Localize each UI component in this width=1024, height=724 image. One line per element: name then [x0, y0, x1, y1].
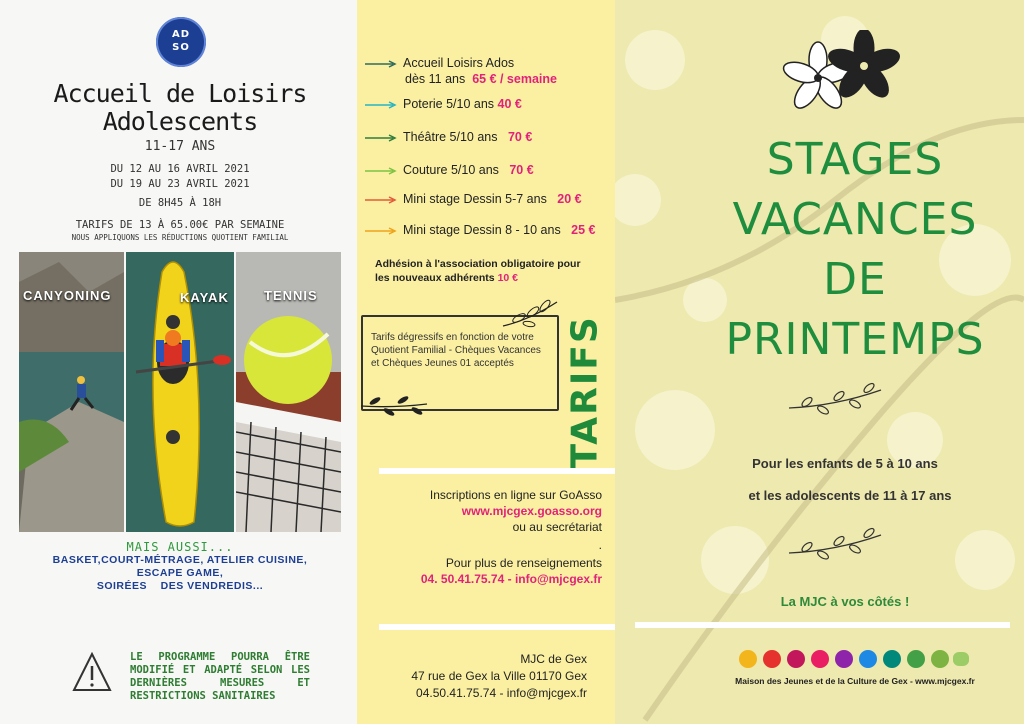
price-label2-ados: dès 11 ans — [405, 72, 466, 86]
price-row-ados — [365, 56, 557, 86]
arrow-icon — [365, 196, 397, 204]
renseignements-text: Pour plus de renseignements — [445, 556, 602, 570]
activity-icon — [931, 650, 949, 668]
title-line: VACANCES — [732, 194, 978, 245]
activity-icon — [835, 650, 853, 668]
arrow-icon — [365, 134, 397, 142]
arrow-icon — [365, 60, 397, 68]
adhesion-line2: les nouveaux adhérents — [375, 272, 495, 284]
price-value-theatre: 70 € — [507, 130, 533, 144]
kayak-photo — [126, 252, 234, 532]
flower-icon — [780, 30, 900, 120]
price-value-ados: 65 € / semaine — [472, 72, 557, 86]
extras-line2: ESCAPE GAME, — [136, 567, 224, 579]
arrow-icon — [365, 167, 397, 175]
tarifs-box-text: Tarifs dégressifs en fonction de votre Quotient Familial - Chèques Vacances et Chèques Jeunes 01 acceptés — [371, 332, 541, 369]
activity-icon — [739, 650, 757, 668]
price-label-ados: Accueil Loisirs Ados — [403, 56, 515, 70]
activity-label-tennis: TENNIS — [264, 288, 318, 303]
arrow-icon — [365, 101, 397, 109]
tarifs-range: TARIFS DE 13 À 65.00€ PAR SEMAINE — [75, 219, 285, 231]
address-section — [357, 651, 587, 702]
date-range-1: DU 12 AU 16 AVRIL 2021 — [110, 163, 250, 175]
inscriptions-section — [357, 487, 602, 587]
leaf-branch-icon — [499, 296, 561, 332]
activity-icon — [763, 650, 781, 668]
price-label-couture: Couture 5/10 ans — [403, 163, 499, 177]
activity-icon — [787, 650, 805, 668]
tarifs-heading — [564, 315, 606, 469]
warning-icon — [72, 652, 112, 692]
leaf-branch-icon — [785, 525, 885, 565]
tennis-photo — [236, 252, 341, 532]
leaf-branch-icon — [785, 380, 885, 420]
secretariat-text: ou au secrétariat — [512, 520, 602, 534]
price-value-couture: 70 € — [509, 163, 534, 177]
reductions-note: NOUS APPLIQUONS LES RÉDUCTIONS QUOTIENT FAMILIAL — [71, 233, 289, 242]
price-label-theatre: Théâtre 5/10 ans — [403, 130, 498, 144]
logo-text-bottom: SO — [172, 42, 190, 53]
left-panel — [0, 0, 357, 724]
price-label-dessin-8-10: Mini stage Dessin 8 - 10 ans — [403, 223, 561, 237]
divider — [379, 468, 615, 474]
warning-text: LE PROGRAMME POURRA ÊTRE MODIFIÉ ET ADAPTÉ SELON LES DERNIÈRES MESURES ET RESTRICTIONS SANITAIRES — [130, 651, 310, 702]
website-link[interactable]: www.mjcgex.goasso.org — [461, 504, 602, 518]
logo-text-top: AD — [171, 29, 191, 40]
price-value-dessin-8-10: 25 € — [571, 223, 596, 237]
adhesion-line1: Adhésion à l'association obligatoire pour — [375, 258, 581, 270]
price-label-poterie: Poterie 5/10 ans — [403, 97, 495, 111]
mjc-activity-icons — [739, 650, 969, 672]
title-line1: Accueil de Loisirs — [53, 79, 307, 108]
contact-info[interactable]: 04. 50.41.75.74 - info@mjcgex.fr — [420, 572, 602, 586]
children-text: Pour les enfants de 5 à 10 ans — [752, 456, 938, 471]
adhesion-note — [375, 257, 615, 285]
price-row-poterie — [365, 97, 522, 111]
price-row-theatre — [365, 130, 532, 144]
age-range: 11-17 ANS — [144, 139, 216, 154]
adhesion-price: 10 € — [497, 272, 518, 284]
title-line: DE — [823, 254, 887, 305]
activity-icon — [811, 650, 829, 668]
price-row-dessin-8-10 — [365, 223, 595, 237]
title-line2: Adolescents — [102, 107, 258, 136]
mais-aussi-heading: MAIS AUSSI... — [126, 540, 234, 554]
price-row-dessin-5-7 — [365, 192, 582, 206]
mjc-footer: Maison des Jeunes et de la Culture de Gex - www.mjcgex.fr — [735, 676, 975, 686]
activity-icon — [907, 650, 925, 668]
divider — [379, 624, 615, 630]
date-range-2: DU 19 AU 23 AVRIL 2021 — [110, 178, 250, 190]
canyoning-photo — [19, 252, 124, 532]
separator-dot: . — [598, 538, 602, 552]
tarifs-panel — [357, 0, 615, 724]
cover-title — [725, 130, 985, 370]
activity-icon — [883, 650, 901, 668]
activity-label-canyoning: CANYONING — [23, 288, 112, 303]
org-phone-email: 04.50.41.75.74 - info@mjcgex.fr — [416, 686, 587, 700]
inscriptions-text: Inscriptions en ligne sur GoAsso — [429, 488, 602, 502]
hours: DE 8H45 À 18H — [138, 197, 222, 209]
arrow-icon — [365, 227, 397, 235]
price-row-couture — [365, 163, 534, 177]
price-value-dessin-5-7: 20 € — [557, 192, 582, 206]
adso-logo — [156, 17, 206, 67]
teens-text: et les adolescents de 11 à 17 ans — [748, 488, 952, 503]
activity-label-kayak: KAYAK — [180, 290, 229, 305]
org-name: MJC de Gex — [520, 652, 587, 666]
tagline: La MJC à vos côtés ! — [780, 594, 910, 609]
price-label-dessin-5-7: Mini stage Dessin 5-7 ans — [403, 192, 547, 206]
page-title — [40, 80, 320, 136]
tarifs-vertical-text: TARIFS — [564, 315, 606, 469]
cover-panel — [615, 0, 1024, 724]
extras-line1: BASKET,COURT-MÉTRAGE, ATELIER CUISINE, — [52, 554, 308, 566]
activity-icon — [953, 652, 969, 666]
price-value-poterie: 40 € — [497, 97, 522, 111]
title-line: STAGES — [766, 134, 944, 185]
extras-line3: SOIRÉES DES VENDREDIS... — [96, 580, 264, 592]
org-address: 47 rue de Gex la Ville 01170 Gex — [411, 669, 587, 683]
activity-icon — [859, 650, 877, 668]
leaf-branch-icon — [359, 392, 429, 422]
title-line: PRINTEMPS — [725, 314, 985, 365]
mais-aussi-section — [20, 540, 340, 593]
